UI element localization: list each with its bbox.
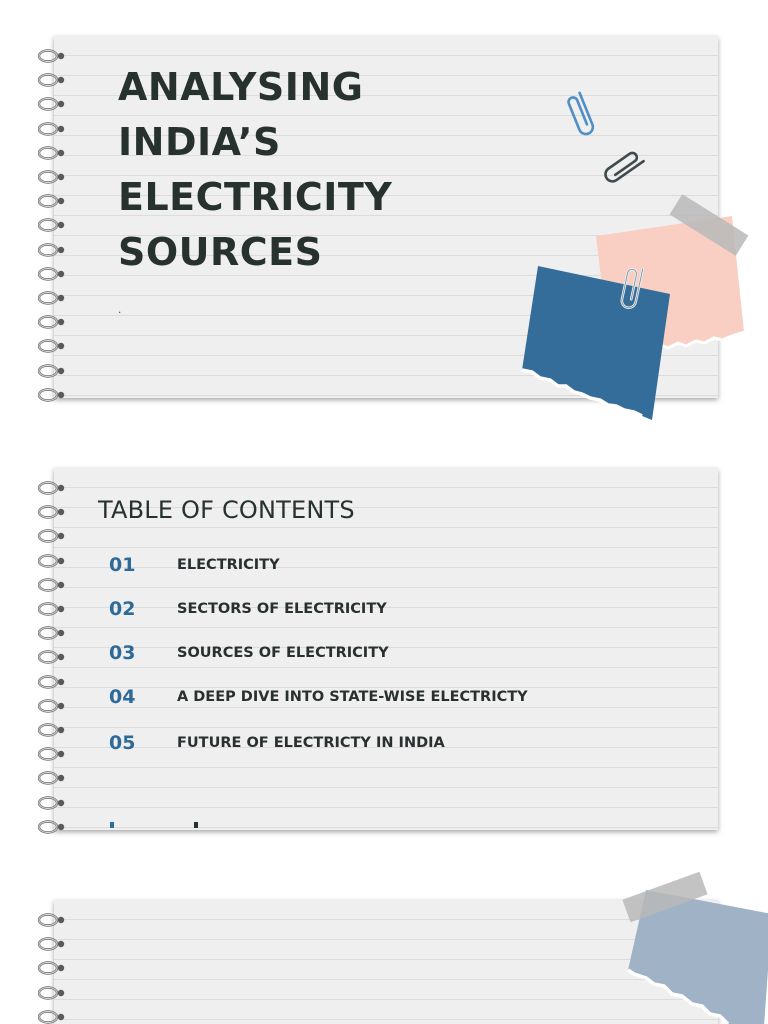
toc-item	[109, 682, 528, 712]
spiral-ring-icon	[38, 528, 72, 544]
overflow-mark	[110, 822, 114, 828]
spiral-ring-icon	[38, 674, 72, 690]
toc-item-number: 05	[109, 732, 136, 754]
paperclip-icon	[618, 264, 654, 318]
spiral-ring-icon	[38, 985, 72, 1001]
sticky-note-icon	[518, 262, 678, 422]
toc-item	[109, 550, 280, 580]
table-of-contents-slide	[54, 468, 718, 830]
spiral-ring-icon	[38, 96, 72, 112]
spiral-ring-icon	[38, 480, 72, 496]
toc-item-number: 03	[109, 642, 136, 664]
toc-item-label: SECTORS OF ELECTRICITY	[177, 601, 387, 617]
spiral-ring-icon	[38, 363, 72, 379]
spiral-ring-icon	[38, 795, 72, 811]
spiral-ring-icon	[38, 314, 72, 330]
spiral-ring-icon	[38, 387, 72, 403]
spiral-ring-icon	[38, 217, 72, 233]
toc-heading: TABLE OF CONTENTS	[98, 496, 355, 524]
toc-item-label: ELECTRICITY	[177, 557, 280, 573]
toc-item-number: 01	[109, 554, 136, 576]
spiral-ring-icon	[38, 193, 72, 209]
spiral-ring-icon	[38, 338, 72, 354]
spiral-ring-icon	[38, 625, 72, 641]
spiral-ring-icon	[38, 48, 72, 64]
paperclip-icon	[600, 148, 652, 194]
spiral-ring-icon	[38, 121, 72, 137]
toc-item-label: A DEEP DIVE INTO STATE-WISE ELECTRICTY	[177, 689, 528, 705]
toc-item-number: 04	[109, 686, 136, 708]
overflow-mark	[194, 822, 198, 828]
spiral-ring-icon	[38, 936, 72, 952]
toc-item	[109, 728, 445, 758]
spiral-ring-icon	[38, 504, 72, 520]
spiral-ring-icon	[38, 819, 72, 835]
toc-item	[109, 638, 389, 668]
spiral-ring-icon	[38, 553, 72, 569]
toc-item-label: SOURCES OF ELECTRICITY	[177, 645, 389, 661]
spiral-ring-icon	[38, 649, 72, 665]
title-line: INDIA’S	[118, 120, 281, 164]
tape-icon	[620, 870, 710, 924]
title-line: SOURCES	[118, 230, 323, 274]
toc-item-label: FUTURE OF ELECTRICTY IN INDIA	[177, 735, 445, 751]
spiral-ring-icon	[38, 722, 72, 738]
spiral-ring-icon	[38, 169, 72, 185]
toc-item	[109, 594, 387, 624]
tape-icon	[666, 194, 752, 256]
spiral-ring-icon	[38, 698, 72, 714]
spiral-ring-icon	[38, 746, 72, 762]
spiral-ring-icon	[38, 72, 72, 88]
spiral-ring-icon	[38, 242, 72, 258]
spiral-ring-icon	[38, 912, 72, 928]
subtitle: .	[118, 302, 122, 316]
next-slide	[54, 900, 718, 1024]
spiral-ring-icon	[38, 601, 72, 617]
spiral-ring-icon	[38, 577, 72, 593]
spiral-ring-icon	[38, 266, 72, 282]
title-line: ANALYSING	[118, 65, 364, 109]
spiral-ring-icon	[38, 145, 72, 161]
spiral-ring-icon	[38, 1009, 72, 1024]
toc-item-number: 02	[109, 598, 136, 620]
title-slide	[54, 36, 718, 398]
spiral-ring-icon	[38, 770, 72, 786]
title-line: ELECTRICITY	[118, 175, 393, 219]
spiral-ring-icon	[38, 960, 72, 976]
slide-title	[118, 60, 392, 280]
spiral-ring-icon	[38, 290, 72, 306]
paperclip-icon	[566, 86, 606, 142]
